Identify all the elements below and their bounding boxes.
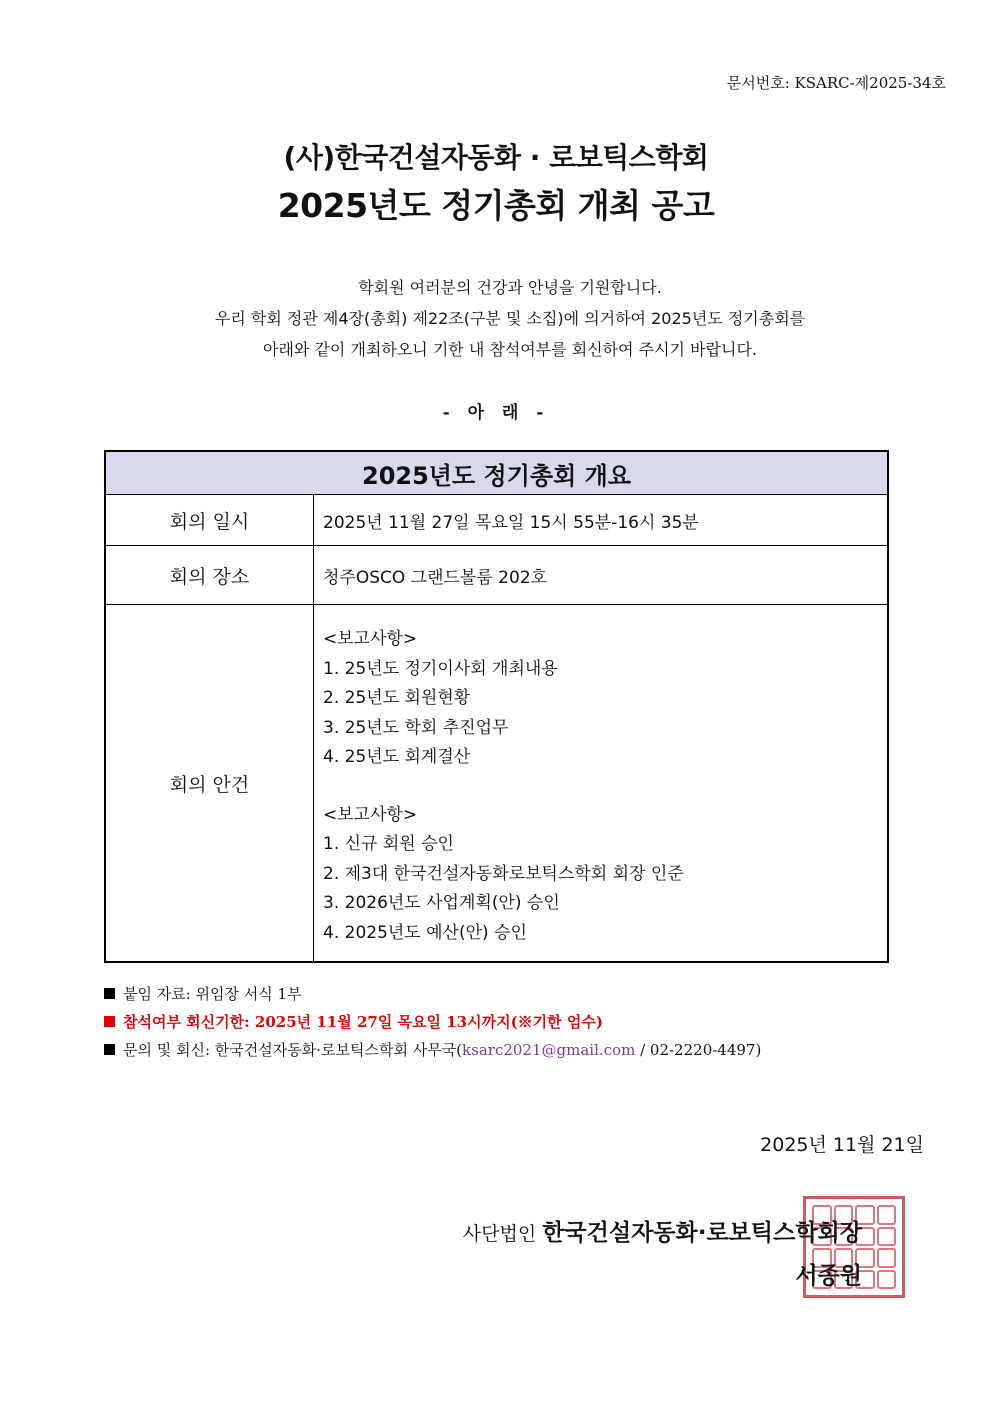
agenda-group-heading: <보고사항>	[323, 629, 418, 649]
note-attachment-text: 붙임 자료: 위임장 서식 1부	[123, 985, 302, 1003]
issue-date: 2025년 11월 21일	[760, 1134, 924, 1156]
agenda-item: 3. 25년도 학회 추진업무	[323, 717, 509, 738]
intro-line: 학회원 여러분의 건강과 안녕을 기원합니다.	[358, 278, 662, 297]
agenda-item: 3. 2026년도 사업계획(안) 승인	[323, 893, 560, 913]
contact-email-link[interactable]: ksarc2021@gmail.com	[462, 1041, 636, 1059]
note-contact	[104, 1036, 761, 1064]
note-contact-suffix: / 02-2220-4497)	[635, 1041, 762, 1059]
president-name: 서종원	[795, 1263, 862, 1289]
intro-line: 아래와 같이 개최하오니 기한 내 참석여부를 회신하여 주시기 바랍니다.	[263, 340, 757, 359]
note-deadline-text: 참석여부 회신기한: 2025년 11월 27일 목요일 13시까지(※기한 엄수)	[123, 1013, 603, 1031]
table-row	[105, 495, 888, 546]
notes-section	[104, 980, 761, 1064]
square-bullet-icon	[104, 1044, 115, 1055]
row-label-venue: 회의 장소	[105, 546, 314, 605]
intro-paragraph	[0, 272, 992, 365]
table-header-row	[105, 451, 888, 495]
note-attachment	[104, 980, 761, 1008]
agenda-item: 1. 25년도 정기이사회 개최내용	[323, 658, 558, 679]
agenda-item: 1. 신규 회원 승인	[323, 834, 454, 854]
signature-organization	[463, 1214, 862, 1247]
agenda-group	[323, 801, 887, 949]
meeting-summary-table	[104, 450, 889, 963]
document-number: 문서번호: KSARC-제2025-34호	[726, 74, 946, 92]
agenda-item: 2. 25년도 회원현황	[323, 688, 471, 708]
title-organization: (사)한국건설자동화 · 로보틱스학회	[283, 141, 709, 174]
table-row	[105, 605, 888, 963]
intro-line: 우리 학회 정관 제4장(총회) 제22조(구분 및 소집)에 의거하여 2025년도 정기총회를	[214, 309, 806, 328]
agenda-list	[314, 605, 889, 963]
row-label-datetime: 회의 일시	[105, 495, 314, 546]
org-prefix: 사단법인	[462, 1223, 537, 1245]
note-contact-prefix: 문의 및 회신: 한국건설자동화·로보틱스학회 사무국(	[123, 1041, 463, 1059]
agenda-item: 2. 제3대 한국건설자동화로보틱스학회 회장 인준	[323, 863, 684, 884]
square-bullet-icon	[104, 988, 115, 999]
agenda-item: 4. 25년도 회계결산	[323, 747, 471, 767]
square-bullet-icon	[104, 1016, 115, 1027]
title-notice: 2025년도 정기총회 개최 공고	[277, 186, 715, 225]
agenda-group	[323, 625, 887, 773]
note-deadline	[104, 1008, 761, 1036]
table-header: 2025년도 정기총회 개요	[105, 451, 888, 495]
agenda-group-heading: <보고사항>	[323, 804, 418, 825]
below-heading: - 아 래 -	[442, 403, 550, 423]
row-value-datetime: 2025년 11월 27일 목요일 15시 55분-16시 35분	[314, 495, 889, 546]
agenda-item: 4. 2025년도 예산(안) 승인	[323, 922, 527, 943]
row-value-venue: 청주OSCO 그랜드볼룸 202호	[314, 546, 889, 605]
table-row	[105, 546, 888, 605]
row-label-agenda: 회의 안건	[105, 605, 314, 963]
org-name: 한국건설자동화·로보틱스학회장	[542, 1220, 862, 1246]
